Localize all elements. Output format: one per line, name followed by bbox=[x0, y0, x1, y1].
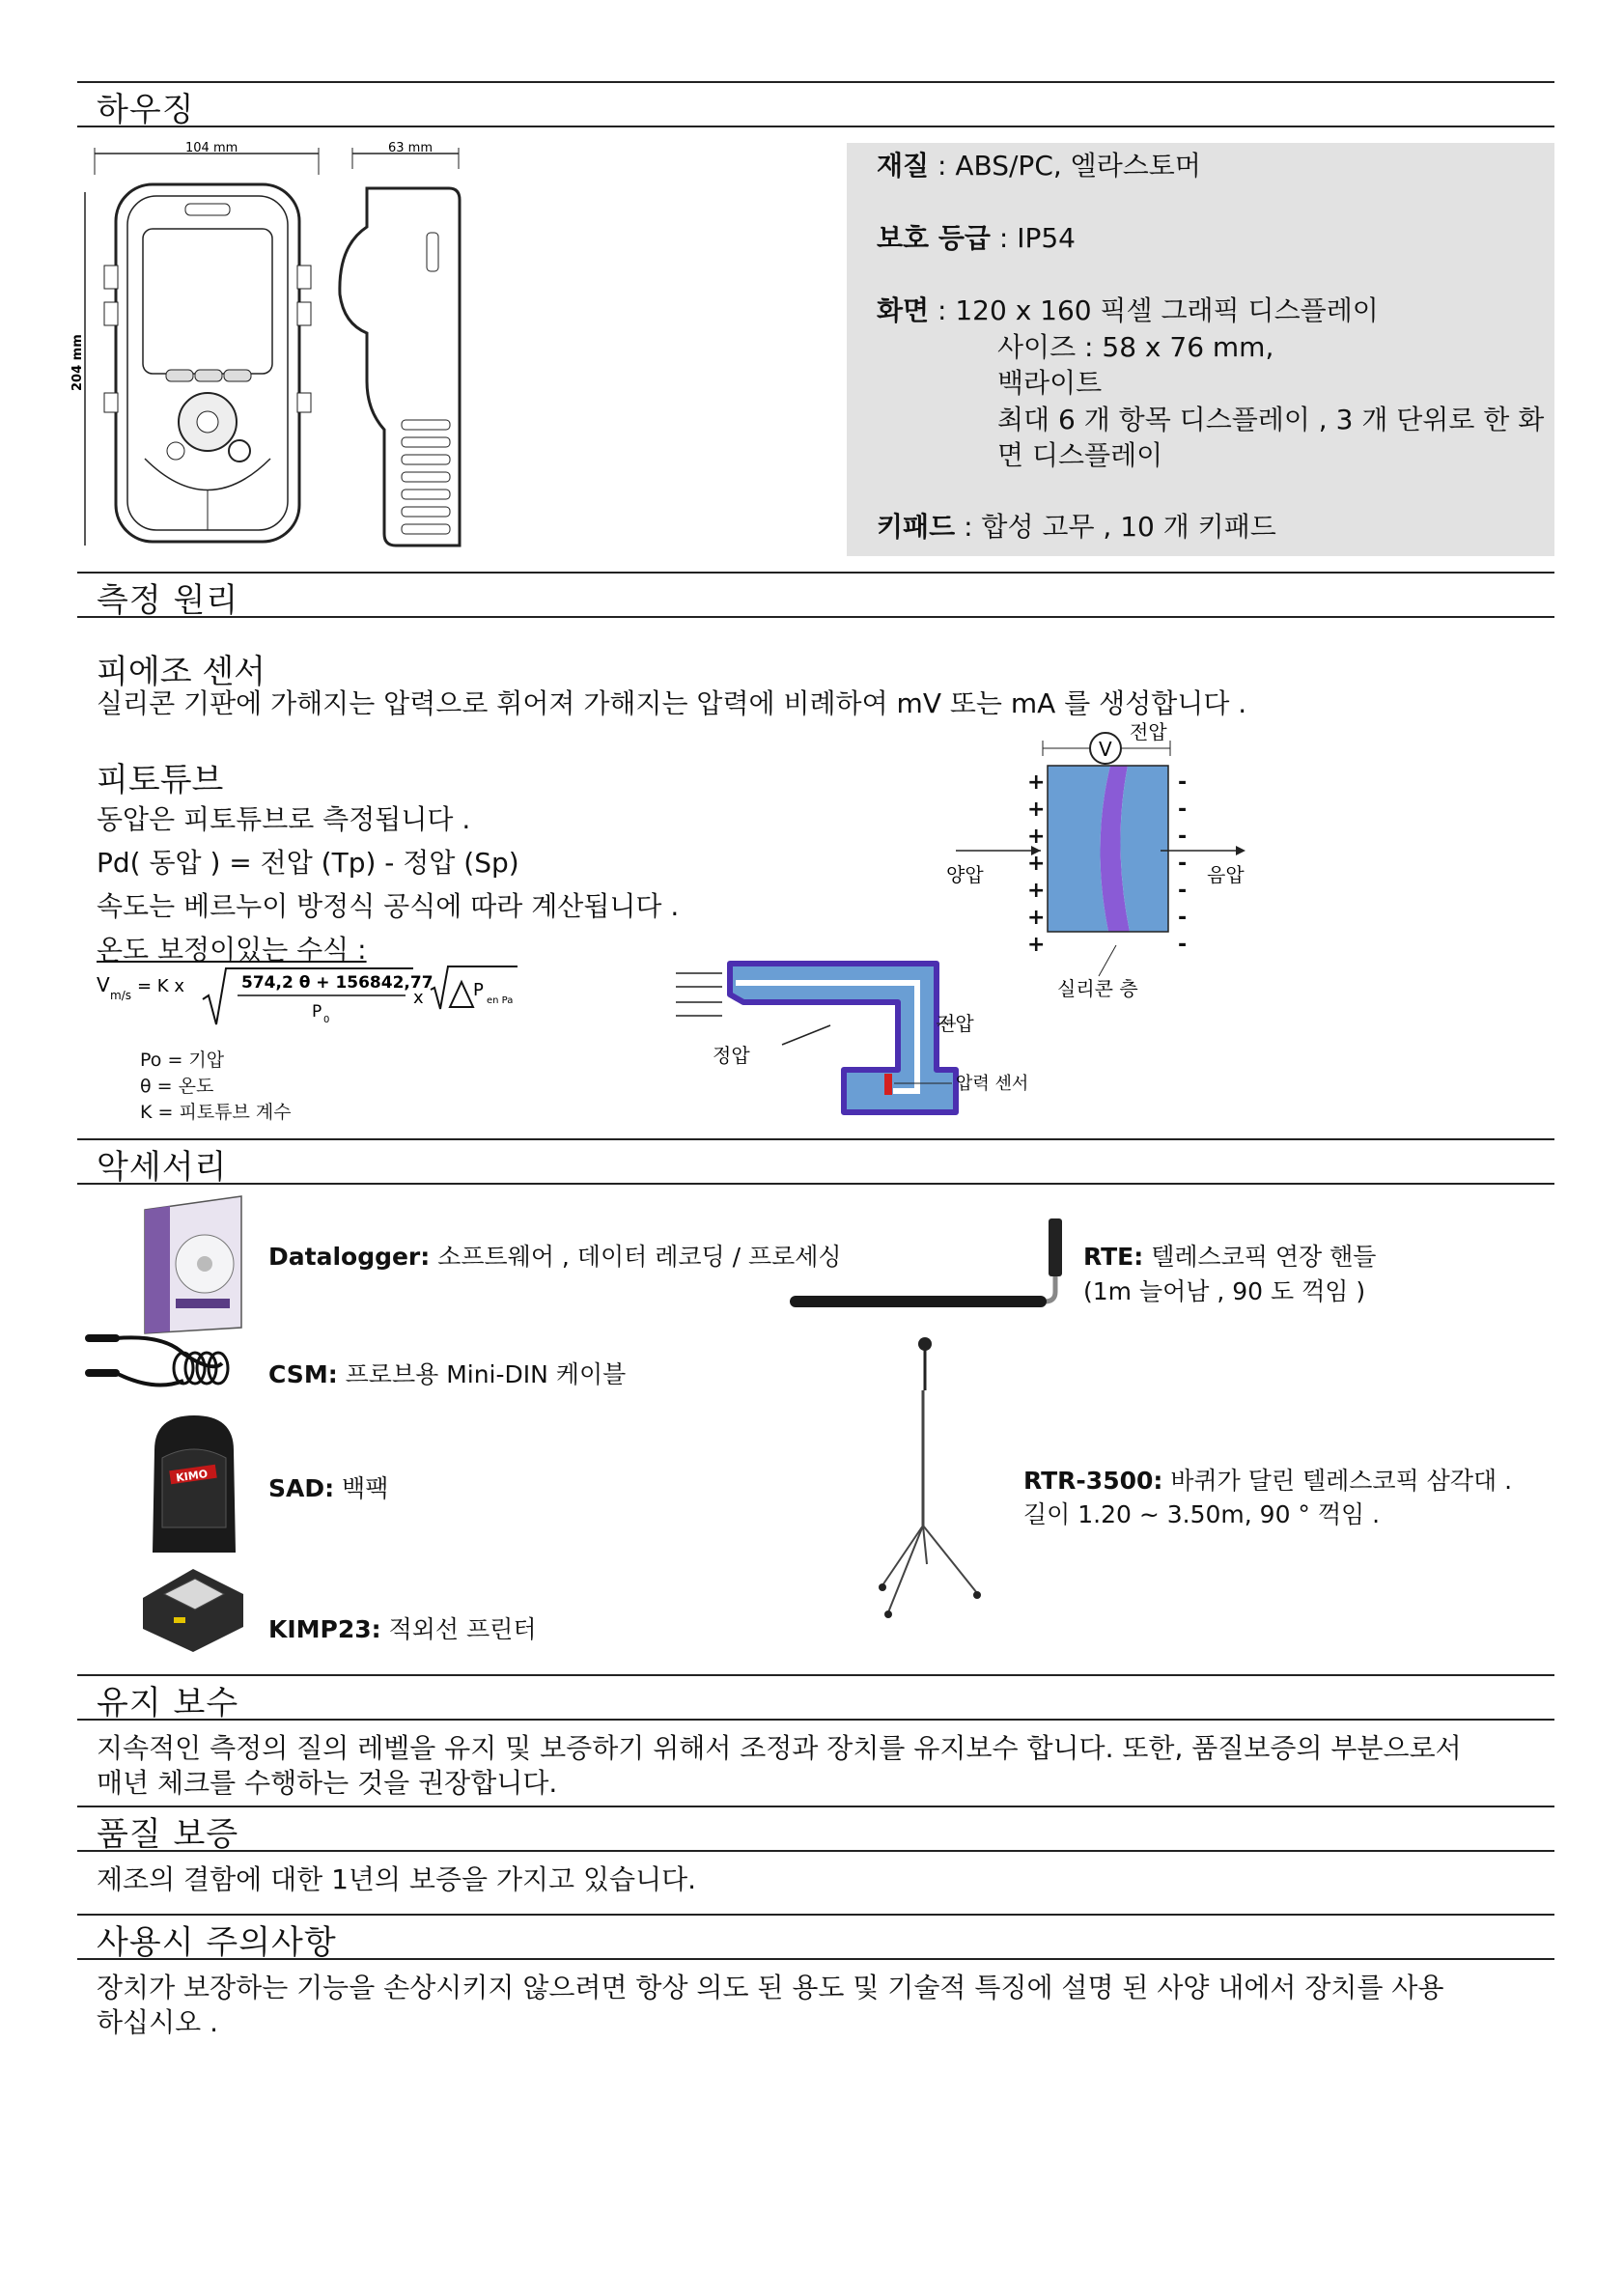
divider bbox=[77, 1958, 1554, 1960]
acc-csm bbox=[268, 1356, 626, 1390]
svg-text:-: - bbox=[1178, 770, 1188, 795]
acc-rtr-desc1: 바퀴가 달린 텔레스코픽 삼각대 . bbox=[1162, 1467, 1513, 1495]
divider bbox=[77, 1850, 1554, 1852]
acc-kimp23-desc: 적외선 프린터 bbox=[380, 1615, 537, 1643]
svg-text:+: + bbox=[1027, 852, 1046, 876]
acc-rte-code: RTE: bbox=[1083, 1243, 1144, 1271]
svg-text:-: - bbox=[1178, 798, 1188, 822]
formula-dp: P bbox=[473, 980, 484, 1000]
spec-screen-max-2: 면 디스플레이 bbox=[997, 439, 1163, 471]
dim-height-label: 204 mm bbox=[70, 334, 85, 391]
section-title-accessories: 악세서리 bbox=[97, 1148, 228, 1187]
formula-v-sub: m/s bbox=[110, 989, 131, 1002]
spec-protection-value: : IP54 bbox=[998, 222, 1076, 254]
svg-text:-: - bbox=[1178, 852, 1188, 876]
section-title-housing: 하우징 bbox=[97, 91, 195, 129]
kimp23-printer-image bbox=[135, 1559, 251, 1656]
svg-text:+: + bbox=[1027, 906, 1046, 930]
svg-text:+: + bbox=[1027, 770, 1046, 795]
diag-v-symbol: V bbox=[1099, 738, 1112, 761]
datalogger-software-image bbox=[135, 1192, 251, 1337]
divider bbox=[77, 126, 1554, 127]
diag-total-label: 전압 bbox=[1130, 720, 1167, 743]
diag-negative-label: 음압 bbox=[1207, 863, 1245, 886]
acc-kimp23-code: KIMP23: bbox=[268, 1615, 381, 1643]
svg-text:-: - bbox=[1178, 879, 1188, 903]
acc-sad bbox=[268, 1470, 388, 1504]
rtr-3500-tripod-image bbox=[869, 1332, 1004, 1622]
spec-protection bbox=[877, 217, 1076, 256]
velocity-formula bbox=[95, 961, 529, 1038]
acc-datalogger-code: Datalogger: bbox=[268, 1243, 431, 1271]
formula-numerator: 574,2 θ + 156842,77 bbox=[241, 973, 434, 993]
acc-datalogger bbox=[268, 1238, 842, 1273]
spec-material bbox=[877, 145, 1201, 183]
pitot-tube-diagram bbox=[666, 956, 1091, 1120]
spec-screen bbox=[877, 290, 1379, 328]
divider bbox=[77, 616, 1554, 618]
acc-rte bbox=[1083, 1238, 1376, 1273]
acc-csm-desc: 프로브용 Mini-DIN 케이블 bbox=[337, 1360, 627, 1388]
legend-theta: θ = 온도 bbox=[140, 1076, 214, 1097]
sad-backpack-image bbox=[141, 1412, 247, 1556]
dim-width-label: 104 mm bbox=[185, 141, 238, 155]
formula-denominator: P bbox=[312, 1002, 322, 1022]
maintenance-text-1: 지속적인 측정의 질의 레벨을 유지 및 보증하기 위해서 조정과 장치를 유지보수 합니다. 또한, 품질보증의 부분으로서 bbox=[97, 1732, 1462, 1764]
acc-rtr bbox=[1023, 1462, 1512, 1497]
svg-text:+: + bbox=[1027, 933, 1046, 957]
acc-datalogger-desc: 소프트웨어 , 데이터 레코딩 / 프로세싱 bbox=[430, 1243, 842, 1271]
dim-depth-label: 63 mm bbox=[388, 141, 434, 155]
spec-screen-max-1: 최대 6 개 항목 디스플레이 , 3 개 단위로 한 화 bbox=[997, 404, 1545, 435]
formula-dp-sub: en Pa bbox=[487, 995, 514, 1006]
svg-text:-: - bbox=[1178, 933, 1188, 957]
svg-text:-: - bbox=[1178, 825, 1188, 849]
spec-keypad bbox=[877, 506, 1276, 545]
section-title-warranty: 품질 보증 bbox=[97, 1815, 239, 1854]
section-title-precautions: 사용시 주의사항 bbox=[97, 1923, 337, 1962]
spec-material-label: 재질 bbox=[877, 150, 930, 182]
rte-extension-handle-image bbox=[782, 1215, 1072, 1311]
diag-sensor-label: 압력 센서 bbox=[956, 1074, 1029, 1094]
section-title-principle: 측정 원리 bbox=[97, 581, 239, 620]
divider bbox=[77, 572, 1554, 574]
csm-cable-image bbox=[77, 1325, 241, 1402]
svg-text:+: + bbox=[1027, 825, 1046, 849]
spec-screen-backlight: 백라이트 bbox=[997, 367, 1103, 399]
divider bbox=[77, 1183, 1554, 1185]
diag-silicon-label: 실리콘 층 bbox=[1057, 977, 1138, 1000]
maintenance-text-2: 매년 체크를 수행하는 것을 권장합니다. bbox=[97, 1767, 558, 1799]
svg-text:+: + bbox=[1027, 798, 1046, 822]
svg-text:-: - bbox=[1178, 906, 1188, 930]
divider bbox=[77, 81, 1554, 83]
piezo-text: 실리콘 기판에 가해지는 압력으로 휘어져 가해지는 압력에 비례하여 mV 또는 mA 를 생성합니다 . bbox=[97, 687, 1247, 719]
divider bbox=[77, 1674, 1554, 1676]
pitot-line3: 속도는 베르누이 방정식 공식에 따라 계산됩니다 . bbox=[97, 890, 680, 922]
acc-rtr-desc2: 길이 1.20 ~ 3.50m, 90 ° 꺽임 . bbox=[1023, 1500, 1381, 1528]
spec-screen-value: : 120 x 160 픽셀 그래픽 디스플레이 bbox=[937, 294, 1379, 326]
precautions-text-2: 하십시오 . bbox=[97, 2006, 218, 2038]
device-drawing bbox=[70, 140, 483, 565]
spec-screen-label: 화면 bbox=[877, 294, 930, 326]
backpack-brand: KIMO bbox=[175, 1467, 209, 1485]
acc-rte-desc2: (1m 늘어남 , 90 도 꺽임 ) bbox=[1083, 1277, 1366, 1305]
formula-v: V bbox=[97, 973, 110, 996]
spec-protection-label: 보호 등급 bbox=[877, 222, 991, 254]
pitot-line4: 온도 보정이있는 수식 : bbox=[97, 934, 367, 966]
divider bbox=[77, 1719, 1554, 1721]
formula-eq: = K x bbox=[137, 976, 184, 996]
divider bbox=[77, 1138, 1554, 1140]
formula-denominator-sub: 0 bbox=[323, 1015, 330, 1025]
diag-total2-label: 전압 bbox=[937, 1012, 974, 1035]
piezo-title: 피에조 센서 bbox=[97, 653, 266, 691]
acc-sad-desc: 백팩 bbox=[334, 1474, 389, 1502]
legend-po: Po = 기압 bbox=[140, 1050, 225, 1071]
acc-csm-code: CSM: bbox=[268, 1360, 338, 1388]
spec-screen-size: 사이즈 : 58 x 76 mm, bbox=[997, 331, 1274, 363]
acc-sad-code: SAD: bbox=[268, 1474, 335, 1502]
acc-rte-desc1: 텔레스코픽 연장 핸들 bbox=[1143, 1243, 1377, 1271]
divider bbox=[77, 1806, 1554, 1807]
spec-keypad-value: : 합성 고무 , 10 개 키패드 bbox=[964, 511, 1276, 543]
spec-material-value: : ABS/PC, 엘라스토머 bbox=[937, 150, 1201, 182]
pitot-line1: 동압은 피토튜브로 측정됩니다 . bbox=[97, 803, 471, 835]
acc-rtr-code: RTR-3500: bbox=[1023, 1467, 1163, 1495]
svg-text:+: + bbox=[1027, 879, 1046, 903]
warranty-text: 제조의 결함에 대한 1년의 보증을 가지고 있습니다. bbox=[97, 1863, 697, 1895]
precautions-text-1: 장치가 보장하는 기능을 손상시키지 않으려면 항상 의도 된 용도 및 기술적 특징에 설명 된 사양 내에서 장치를 사용 bbox=[97, 1972, 1444, 2003]
legend-k: K = 피토튜브 계수 bbox=[140, 1102, 292, 1123]
acc-kimp23 bbox=[268, 1610, 536, 1645]
section-title-maintenance: 유지 보수 bbox=[97, 1684, 239, 1722]
pitot-line2: Pd( 동압 ) = 전압 (Tp) - 정압 (Sp) bbox=[97, 847, 519, 879]
formula-x: x bbox=[413, 988, 424, 1008]
spec-keypad-label: 키패드 bbox=[877, 511, 956, 543]
pitot-title: 피토튜브 bbox=[97, 761, 224, 799]
diag-static-label: 정압 bbox=[713, 1044, 750, 1067]
diag-positive-label: 양압 bbox=[946, 863, 984, 886]
